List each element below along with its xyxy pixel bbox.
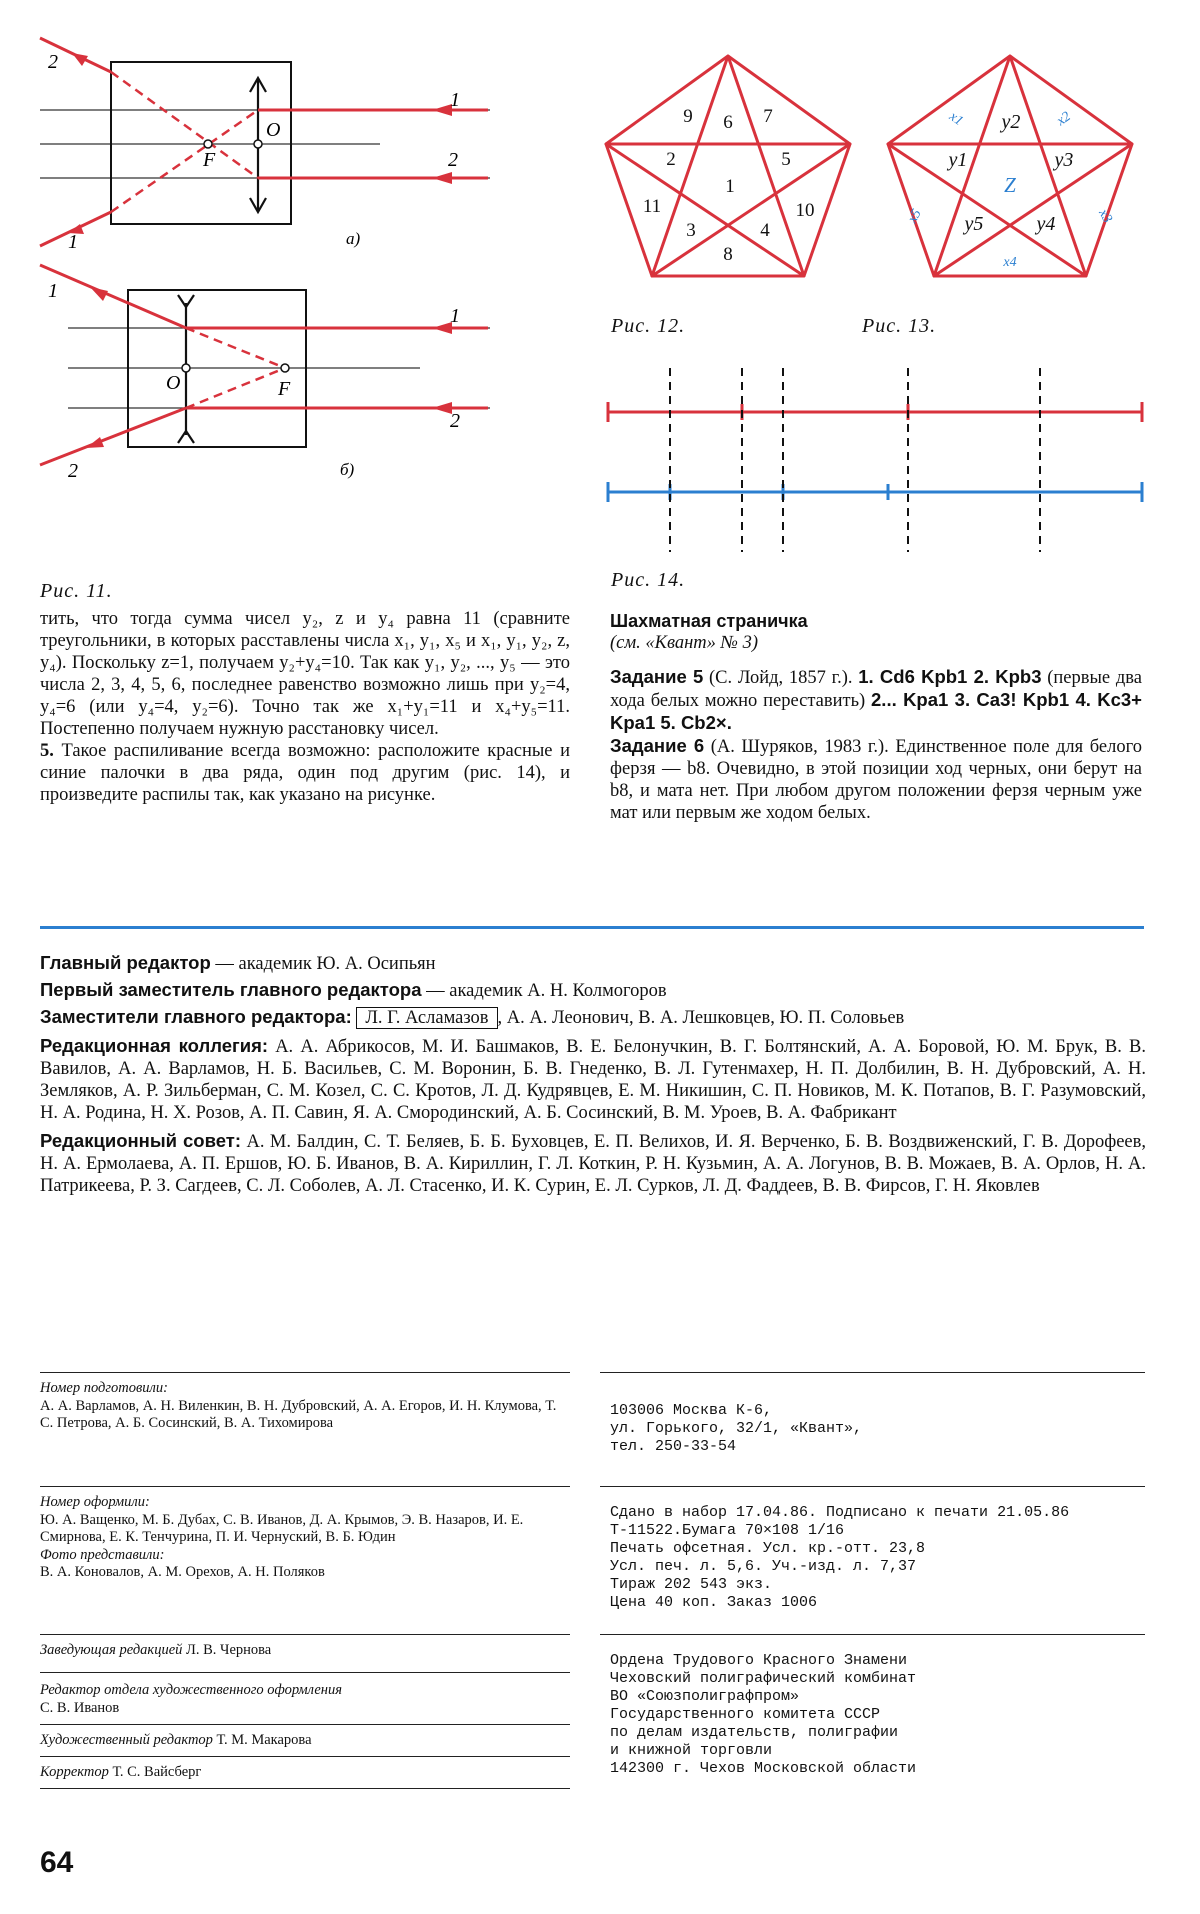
fig11a-label-1-left: 1	[68, 231, 78, 253]
solution-5-number: 5.	[40, 741, 54, 761]
editorial-board	[40, 952, 1146, 1197]
credits-rule-7	[40, 1788, 570, 1789]
prepared-label: Номер подготовили:	[40, 1380, 168, 1396]
chief-editor-label: Главный редактор	[40, 952, 211, 973]
fig13-x2: x2	[1054, 109, 1074, 130]
chief-editor	[40, 952, 1146, 975]
fig11a-point-O: O	[266, 119, 281, 141]
credits-head	[40, 1642, 560, 1660]
task5-moves-1: 1. Cd6 Kpb1 2. Kpb3	[858, 666, 1042, 687]
chess-column	[610, 610, 1142, 824]
fig12-num-1: 1	[725, 176, 735, 197]
council-label: Редакционный совет:	[40, 1130, 241, 1151]
printer-line-7: 142300 г. Чехов Московской области	[610, 1760, 917, 1777]
fig13-y1: y1	[948, 149, 968, 171]
art-dep-name: С. В. Иванов	[40, 1699, 120, 1716]
address-line-2: ул. Горького, 32/1, «Квант»,	[610, 1420, 863, 1437]
printer-line-4: Государственного комитета СССР	[610, 1706, 881, 1723]
blue-separator	[40, 926, 1144, 929]
address-line-3: тел. 250-33-54	[610, 1438, 737, 1455]
print-info-block	[610, 1504, 1150, 1612]
fig11b-label-2-right: 2	[450, 410, 460, 432]
chess-subtitle: (см. «Квант» № 3)	[610, 633, 759, 653]
task6-source: (А. Шуряков, 1983 г.).	[704, 737, 896, 757]
collegium-names: А. А. Абрикосов, М. И. Башмаков, В. Е. Белонучкин, В. Г. Болтянский, А. А. Боровой, Ю. М. Брук, В. В. Вавилов, А. А. Варламов, Н. Б. Васильев, С. М. Воронин, Б. В. Гнеденко, В. Л. Гутенмахер, Н. П. Долбилин, В. Н. Дубровский, А. Н. Земляков, А. Р. Зильберман, С. М. Козел, С. С. Кротов, Л. Д. Кудрявцев, Е. М. Никишин, С. П. Новиков, М. К. Потапов, В. Г. Разумовский, Н. А. Родина, Н. Х. Розов, А. П. Савин, Я. А. Смородинский, А. Б. Сосинский, В. М. Уроев, В. А. Фабрикант	[40, 1037, 1147, 1123]
designed-label: Номер оформили:	[40, 1494, 150, 1510]
deputy-boxed-name: Л. Г. Асламазов	[356, 1007, 497, 1029]
art-ed-label: Художественный редактор	[40, 1732, 213, 1748]
address-line-1: 103006 Москва К-6,	[610, 1402, 773, 1419]
task5-note: (первые два хода белых можно переставить)	[610, 668, 1142, 711]
chess-title: Шахматная страничка	[610, 611, 808, 631]
figure-12	[600, 40, 860, 300]
council-names: А. М. Балдин, С. Т. Беляев, Б. Б. Буховцев, Е. П. Велихов, И. Я. Верченко, Б. В. Воздвиженский, Г. В. Дорофеев, Н. А. Ермолаева, А. П. Ершов, Ю. Б. Иванов, В. А. Кириллин, Г. Л. Коткин, Р. Н. Кузьмин, А. А. Логунов, В. В. Можаев, В. А. Орлов, Н. А. Патрикеева, Р. З. Сагдеев, С. Л. Соболев, А. Л. Стасенко, И. К. Сурин, Е. Л. Сурков, Л. Д. Фаддеев, В. В. Фирсов, Г. Н. Яковлев	[40, 1132, 1146, 1196]
figure-11-caption: Рис. 11.	[40, 580, 113, 602]
fig11b-point-O: O	[166, 372, 181, 394]
fig11a-label-2-right: 2	[448, 149, 458, 171]
fig12-num-4: 4	[760, 220, 770, 241]
deputies-rest: , А. А. Леонович, В. А. Лешковцев, Ю. П. Соловьев	[497, 1008, 905, 1028]
credits-art-ed	[40, 1732, 560, 1750]
left-column-text	[40, 608, 570, 806]
fig11a-sub-label: а)	[346, 229, 361, 248]
art-ed-name: Т. М. Макарова	[212, 1732, 312, 1748]
deputies-label: Заместители главного редактора:	[40, 1006, 352, 1027]
fig12-num-10: 10	[795, 200, 815, 221]
art-dep-label: Редактор отдела художественного оформления	[40, 1682, 342, 1698]
task5-heading: Задание 5	[610, 666, 704, 687]
chief-editor-name: — академик Ю. А. Осипьян	[210, 954, 436, 974]
credits-prepared	[40, 1380, 560, 1433]
editorial-collegium	[40, 1035, 1146, 1124]
head-label: Заведующая редакцией	[40, 1642, 183, 1658]
fig11b-point-F: F	[278, 378, 291, 400]
photo-names: В. А. Коновалов, А. М. Орехов, А. Н. Поляков	[40, 1564, 325, 1580]
fig13-x4: x4	[1003, 255, 1017, 270]
first-deputy-name: — академик А. Н. Колмогоров	[421, 981, 667, 1001]
figure-13-caption: Рис. 13.	[862, 315, 937, 337]
fig12-num-5: 5	[781, 149, 791, 170]
solution-5-text: Такое распиливание всегда возможно: расположите красные и синие палочки в два ряда, один под другим (рис. 14), и произведите распилы так, как указано на рисунке.	[40, 741, 570, 805]
fig13-x1: x1	[946, 109, 966, 130]
fig13-y4: y4	[1036, 213, 1056, 235]
chess-task-5	[610, 666, 1142, 735]
credits-corrector	[40, 1764, 560, 1782]
fig12-num-6: 6	[723, 112, 733, 133]
print-info-line-4: Усл. печ. л. 5,6. Уч.-изд. л. 7,37	[610, 1558, 917, 1575]
printer-line-6: и книжной торговли	[610, 1742, 773, 1759]
fig11b-sub-label: б)	[340, 460, 355, 479]
fig11b-label-1-right: 1	[450, 305, 460, 327]
fig13-y2: y2	[1001, 111, 1021, 133]
corrector-label: Корректор	[40, 1764, 109, 1780]
collegium-label: Редакционная коллегия:	[40, 1035, 269, 1056]
corrector-name: Т. С. Вайсберг	[108, 1764, 202, 1780]
fig12-num-9: 9	[683, 106, 693, 127]
print-info-line-6: Цена 40 коп. Заказ 1006	[610, 1594, 818, 1611]
printer-block	[610, 1652, 1140, 1778]
fig13-center-Z: Z	[1004, 173, 1016, 197]
task6-heading: Задание 6	[610, 735, 705, 756]
deputies	[40, 1006, 1146, 1029]
fig12-num-7: 7	[763, 106, 773, 127]
print-info-line-1: Сдано в набор 17.04.86. Подписано к печати 21.05.86	[610, 1504, 1070, 1521]
credits-rule-5	[40, 1724, 570, 1725]
solution-4-continued: тить, что тогда сумма чисел y₂, z и y₄ равна 11 (сравните треугольники, в которых расставлены числа x₁, y₁, x₅ и x₁, y₁, y₂, z, y₄). Поскольку z=1, получаем y₂+y₄=10. Так как y₁, y₂, ..., y₅ — это числа 2, 3, 4, 5, 6, последнее равенство возможно лишь при y₂=4, y₄=6 (или y₄=4, y₂=6). Точно так же x₁+y₁=11 и x₄+y₅=11. Постепенно получаем нужную расстановку чисел.	[40, 609, 570, 739]
print-info-line-5: Тираж 202 543 экз.	[610, 1576, 773, 1593]
printer-line-5: по делам издательств, полиграфии	[610, 1724, 899, 1741]
printer-line-2: Чеховский полиграфический комбинат	[610, 1670, 917, 1687]
figure-14	[600, 360, 1160, 560]
solution-5	[40, 740, 570, 806]
imprint-rule-3	[600, 1634, 1145, 1635]
fig11a-label-2-left: 2	[48, 51, 58, 73]
fig11a-point-F: F	[203, 149, 216, 171]
fig11a-label-1-right: 1	[450, 89, 460, 111]
printer-line-3: ВО «Союзполиграфпром»	[610, 1688, 800, 1705]
first-deputy	[40, 979, 1146, 1002]
fig11b-label-1-left: 1	[48, 280, 58, 302]
fig13-x5: x5	[905, 206, 925, 226]
imprint-rule-2	[600, 1486, 1145, 1487]
chess-task-6	[610, 735, 1142, 824]
credits-rule-4	[40, 1672, 570, 1673]
credits-rule-3	[40, 1634, 570, 1635]
fig12-num-3: 3	[686, 220, 696, 241]
fig13-y3: y3	[1054, 149, 1074, 171]
fig13-y5: y5	[964, 213, 984, 235]
task5-moves-2: 2... Kpa1 3. Ca3! Kpb1 4. Kc3+ Kpa1 5. Cb2×.	[610, 689, 1142, 733]
first-deputy-label: Первый заместитель главного редактора	[40, 979, 422, 1000]
prepared-names: А. А. Варламов, А. Н. Виленкин, В. Н. Дубровский, А. А. Егоров, И. Н. Клумова, Т. С. Петрова, А. Б. Сосинский, В. А. Тихомирова	[40, 1397, 557, 1431]
credits-rule-1	[40, 1372, 570, 1373]
address-block	[610, 1402, 1140, 1456]
figure-12-caption: Рис. 12.	[611, 315, 686, 337]
photo-label: Фото представили:	[40, 1546, 165, 1563]
head-name: Л. В. Чернова	[182, 1642, 272, 1658]
print-info-line-2: Т-11522.Бумага 70×108 1/16	[610, 1522, 845, 1539]
fig12-num-8: 8	[723, 244, 733, 265]
printer-line-1: Ордена Трудового Красного Знамени	[610, 1652, 908, 1669]
fig13-x3: x3	[1095, 206, 1115, 226]
task5-source: (С. Лойд, 1857 г.).	[703, 668, 859, 688]
figure-11b	[0, 255, 600, 500]
credits-rule-2	[40, 1486, 570, 1487]
print-info-line-3: Печать офсетная. Усл. кр.-отт. 23,8	[610, 1540, 926, 1557]
fig12-num-2: 2	[666, 149, 676, 170]
page-number: 64	[40, 1846, 74, 1879]
credits-designed	[40, 1494, 560, 1582]
task6-text: Единственное поле для белого ферзя — b8. Очевидно, в этой позиции ход черных, они берут на b8, и мата нет. При любом другом положении ферзя черным уже мат или первым же ходом белых.	[610, 737, 1142, 823]
fig12-num-11: 11	[642, 196, 662, 217]
designed-names: Ю. А. Ващенко, М. Б. Дубах, С. В. Иванов, Д. А. Крымов, Э. В. Назаров, И. Е. Смирнова, Е. К. Тенчурина, П. И. Чернуский, В. Б. Юдин	[40, 1511, 524, 1545]
figure-13	[882, 40, 1142, 300]
credits-rule-6	[40, 1756, 570, 1757]
imprint-rule-1	[600, 1372, 1145, 1373]
editorial-council	[40, 1130, 1146, 1197]
figure-14-caption: Рис. 14.	[611, 569, 686, 591]
fig11b-label-2-left: 2	[68, 460, 78, 482]
credits-art-dep	[40, 1682, 560, 1717]
